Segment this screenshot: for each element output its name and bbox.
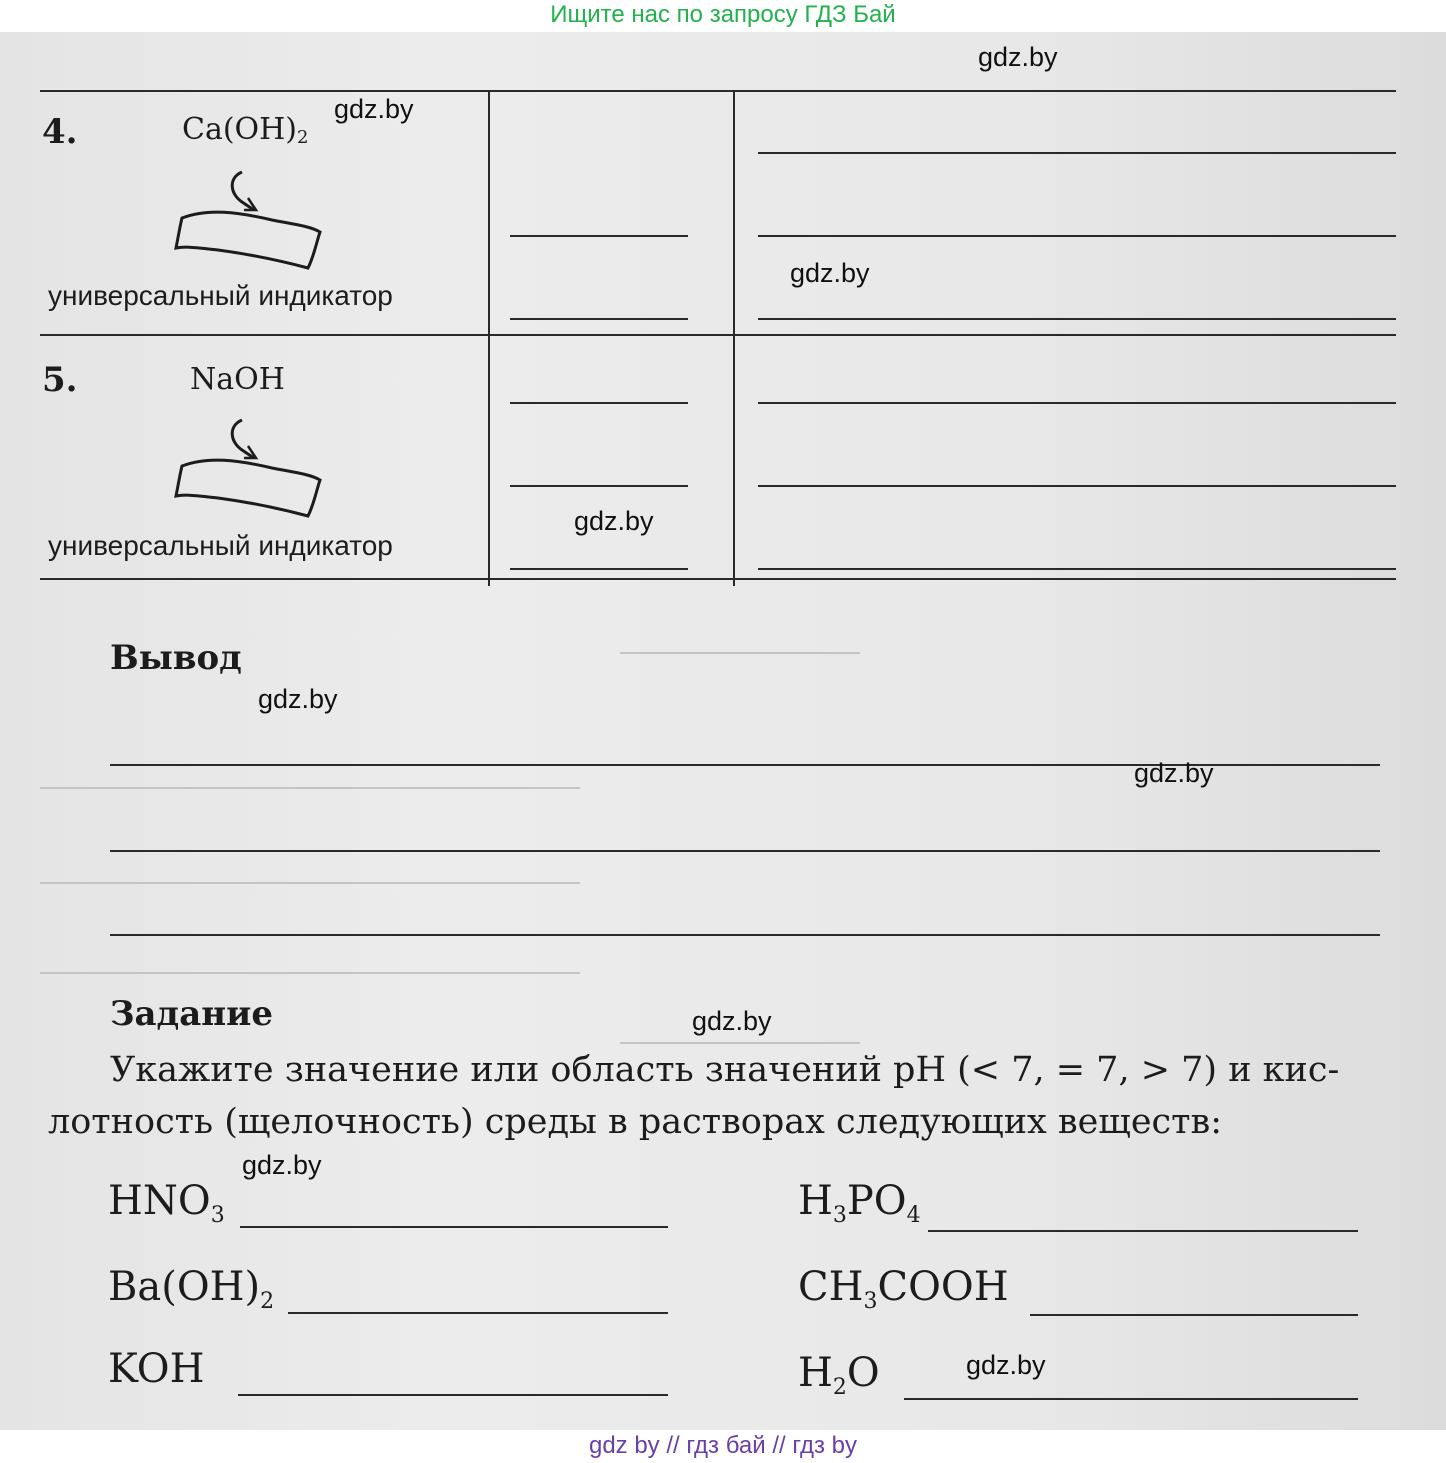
answer-line xyxy=(510,318,688,320)
top-banner[interactable]: Ищите нас по запросу ГДЗ Бай xyxy=(550,1,896,28)
answer-line xyxy=(928,1230,1358,1232)
row-number: 5. xyxy=(42,360,78,400)
row-formula: $Ca(OH)_2$ xyxy=(182,112,309,148)
bleed-through-line xyxy=(40,882,580,884)
substance-h3po4: $H_3PO_4$ xyxy=(798,1178,921,1228)
table-column-divider xyxy=(733,90,735,586)
watermark: gdz.by xyxy=(1134,758,1214,788)
answer-line xyxy=(510,402,688,404)
task-text-line: Укажите значение или область значений pH (< 7, = 7, > 7) и кис- xyxy=(110,1050,1340,1090)
table-column-divider xyxy=(488,90,490,586)
table-row-divider xyxy=(40,334,1396,336)
answer-line xyxy=(758,402,1396,404)
answer-line xyxy=(288,1312,668,1314)
answer-line xyxy=(758,152,1396,154)
answer-line xyxy=(1030,1314,1358,1316)
answer-line xyxy=(904,1398,1358,1400)
answer-line xyxy=(238,1394,668,1396)
indicator-label: универсальный индикатор xyxy=(48,530,393,561)
substance-koh: KOH xyxy=(108,1346,205,1392)
conclusion-heading: Вывод xyxy=(110,638,242,678)
bleed-through-text xyxy=(890,92,1410,1192)
watermark: gdz.by xyxy=(692,1006,772,1036)
answer-line xyxy=(758,235,1396,237)
task-heading: Задание xyxy=(110,994,273,1034)
answer-line xyxy=(240,1226,668,1228)
bleed-through-line xyxy=(40,787,580,789)
answer-line xyxy=(110,934,1380,936)
answer-line xyxy=(510,235,688,237)
table-top-border xyxy=(40,90,1396,92)
watermark: gdz.by xyxy=(790,258,870,288)
bottom-banner[interactable]: gdz by // гдз бай // гдз by xyxy=(588,1432,858,1459)
scanned-page xyxy=(0,32,1446,1430)
substance-hno3: $HNO_3$ xyxy=(108,1178,225,1228)
answer-line xyxy=(758,318,1396,320)
watermark: gdz.by xyxy=(258,684,338,714)
watermark: gdz.by xyxy=(978,42,1058,72)
answer-line xyxy=(110,850,1380,852)
substance-ch3cooh: $CH_3COOH$ xyxy=(798,1264,1009,1314)
watermark: gdz.by xyxy=(334,94,414,124)
watermark: gdz.by xyxy=(966,1350,1046,1380)
task-text-line: лотность (щелочность) среды в растворах следующих веществ: xyxy=(48,1102,1223,1142)
answer-line xyxy=(758,568,1396,570)
indicator-strip-icon xyxy=(168,412,328,522)
indicator-label: универсальный индикатор xyxy=(48,280,393,311)
indicator-strip-icon xyxy=(168,164,328,274)
watermark: gdz.by xyxy=(574,506,654,536)
substance-baoh2: $Ba(OH)_2$ xyxy=(108,1264,275,1314)
row-number: 4. xyxy=(42,112,78,152)
watermark: gdz.by xyxy=(242,1150,322,1180)
answer-line xyxy=(510,485,688,487)
row-formula: NaOH xyxy=(190,362,285,397)
bleed-through-line xyxy=(620,652,860,654)
substance-h2o: $H_2O$ xyxy=(798,1350,880,1400)
answer-line xyxy=(758,485,1396,487)
table-bottom-border xyxy=(40,578,1396,580)
answer-line xyxy=(510,568,688,570)
bleed-through-line xyxy=(40,972,580,974)
